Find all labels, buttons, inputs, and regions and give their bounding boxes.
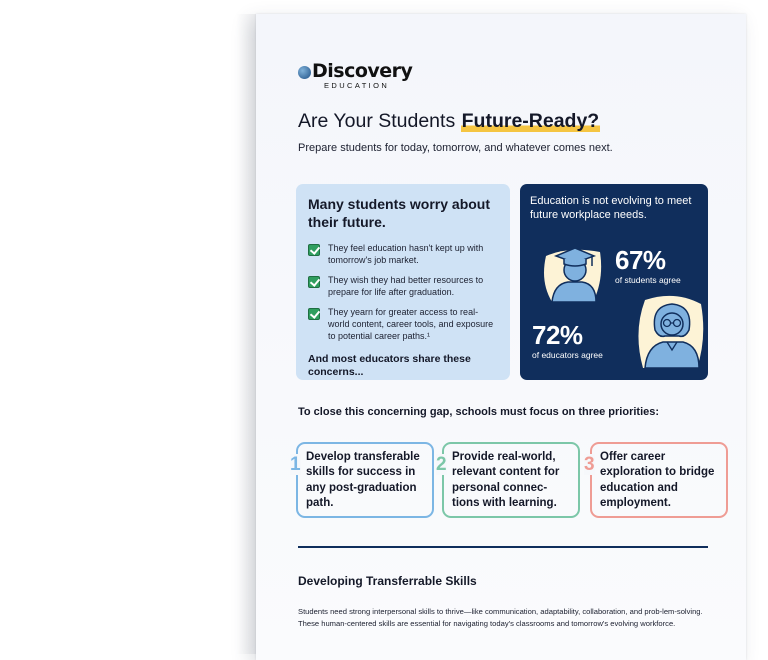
educator-stat-value: 72% [532,320,583,350]
page-subtitle: Prepare students for today, tomorrow, and whatever comes next. [298,142,613,154]
educator-icon [635,292,707,370]
priority-number: 2 [436,454,447,475]
checkbox-icon [308,276,320,288]
priorities-intro: To close this concerning gap, schools must focus on three priorities: [298,406,660,418]
discovery-education-logo [298,62,412,90]
title-prefix: Are Your Students [298,110,461,132]
stats-heading: Education is not evolving to meet future workplace needs. [530,195,692,222]
priority-text: Develop transferable skills for success in any post-graduation path. [306,451,420,510]
student-stat-value: 67% [615,245,666,275]
checkbox-icon [308,308,320,320]
globe-logo-icon [298,66,311,79]
priority-text: Provide real-world, relevant content for personal connec-tions with learning. [452,451,560,510]
student-worries-card [296,184,510,380]
educator-stat [532,322,603,360]
section-title: Developing Transferrable Skills [298,574,477,588]
student-stat-label: of students agree [615,275,681,285]
priority-text: Offer career exploration to bridge education and employment. [600,451,715,510]
graduate-student-icon [538,242,608,304]
checkbox-icon [308,244,320,256]
document-page [256,14,746,660]
section-divider [298,546,708,548]
page-shadow [236,14,256,654]
priority-number: 1 [290,454,301,475]
worry-item-text: They wish they had better resources to prepare for life after graduation. [328,274,484,297]
worry-item [308,275,498,299]
educators-share-text: And most educators share these concerns... [308,352,471,379]
logo-main-text: Discovery [312,60,413,82]
priority-card-3 [584,442,728,518]
worry-item [308,307,498,343]
title-highlight: Future-Ready? [461,110,600,132]
priority-card-1 [290,442,434,518]
worries-heading: Many students worry about their future. [308,196,491,230]
section-body: Students need strong interpersonal skills to thrive—like communication, adaptability, collaboration, and prob-lem-solving. These human-centered skills are essential for navigating today's classrooms and tomorrow's evolving workforce. [298,607,703,628]
page-title [298,110,600,133]
educator-stat-label: of educators agree [532,350,603,360]
priority-card-2 [436,442,580,518]
stats-card [520,184,708,380]
student-stat [615,247,681,285]
logo-sub-text: EDUCATION [324,81,390,90]
priority-number: 3 [584,454,595,475]
worry-item-text: They feel education hasn't kept up with tomorrow's job market. [328,243,484,265]
worry-item-text: They yearn for greater access to real-world content, career tools, and exposure to potential career paths.¹ [328,306,494,341]
worry-item [308,243,498,267]
